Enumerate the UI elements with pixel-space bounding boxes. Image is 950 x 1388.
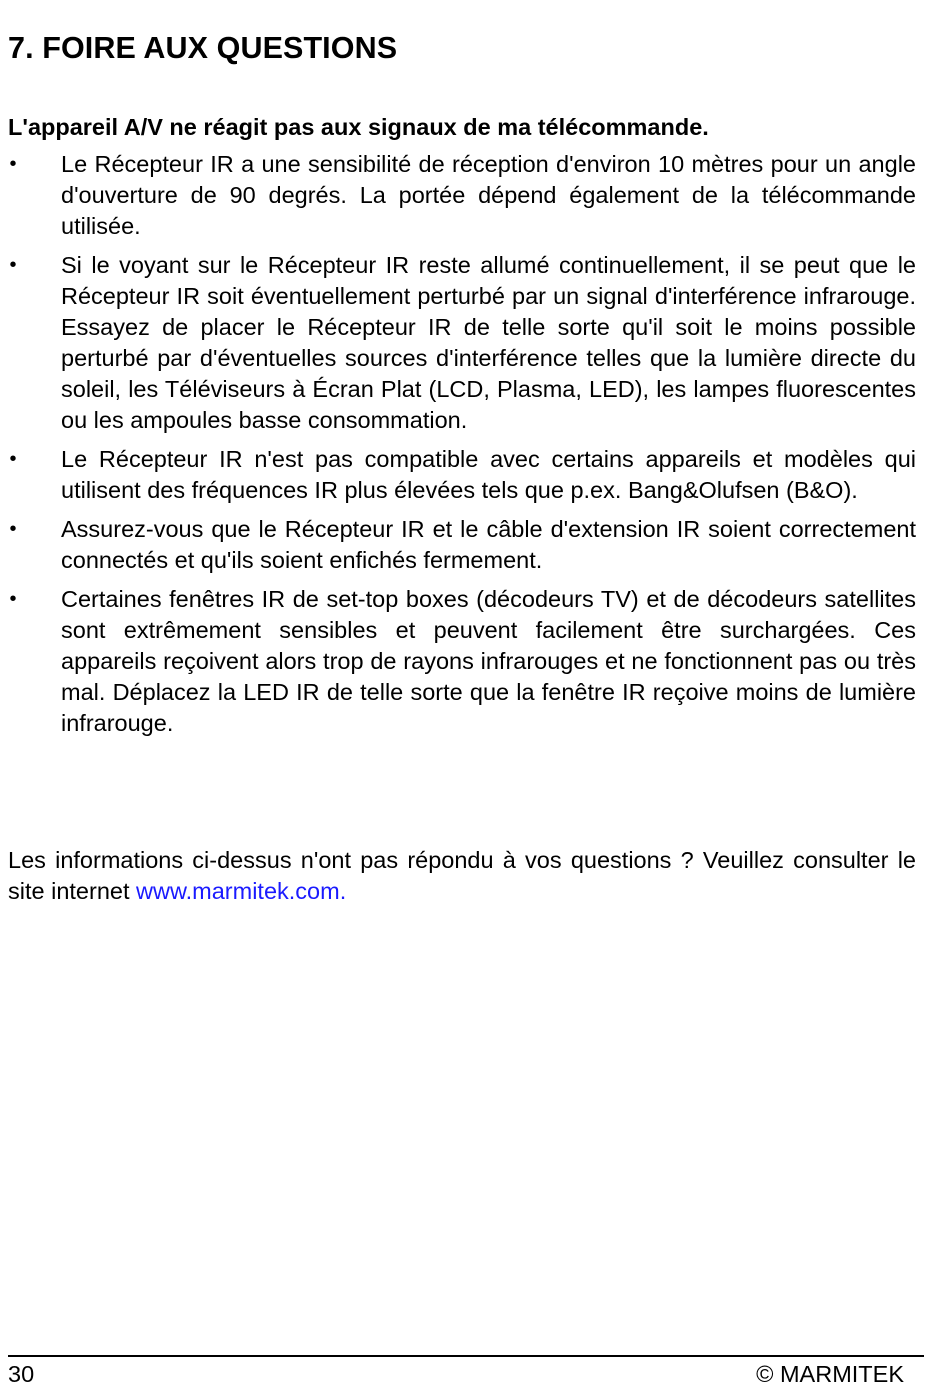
list-item bbox=[0, 149, 916, 242]
answer-text: Le Récepteur IR a une sensibilité de réception d'environ 10 mètres pour un angle d'ouverture de 90 degrés. La portée dépend également de la télécommande utilisée. bbox=[61, 151, 916, 239]
footer-note bbox=[8, 845, 916, 907]
faq-question: L'appareil A/V ne réagit pas aux signaux de ma télécommande. bbox=[8, 114, 709, 140]
faq-answer-list bbox=[0, 149, 916, 747]
answer-text: Si le voyant sur le Récepteur IR reste allumé continuellement, il se peut que le Récepteur IR soit éventuellement perturbé par un signal d'interférence infrarouge. Essayez de placer le Récepteur IR de telle sorte qu'il soit le moins possible perturbé par d'éventuelles sources d'interférence telles que la lumière directe du soleil, les Téléviseurs à Écran Plat (LCD, Plasma, LED), les lampes fluorescentes ou les ampoules basse consommation. bbox=[61, 252, 916, 433]
copyright-text: © MARMITEK bbox=[756, 1361, 904, 1387]
answer-text: Le Récepteur IR n'est pas compatible avec certains appareils et modèles qui utilisent des fréquences IR plus élevées tels que p.ex. Bang&Olufsen (B&O). bbox=[61, 446, 916, 503]
footer-note-text: Les informations ci-dessus n'ont pas répondu à vos questions ? Veuillez consulter le site internet bbox=[8, 847, 916, 904]
page-title: 7. FOIRE AUX QUESTIONS bbox=[8, 31, 398, 65]
list-item bbox=[0, 444, 916, 506]
answer-text: Assurez-vous que le Récepteur IR et le câble d'extension IR soient correctement connectés et qu'ils soient enfichés fermement. bbox=[61, 516, 916, 573]
list-item bbox=[0, 584, 916, 739]
list-item bbox=[0, 250, 916, 436]
bullet-icon: • bbox=[9, 588, 17, 610]
list-item bbox=[0, 514, 916, 576]
bullet-icon: • bbox=[9, 518, 17, 540]
bullet-icon: • bbox=[9, 254, 17, 276]
bullet-icon: • bbox=[9, 153, 17, 175]
website-link[interactable]: www.marmitek.com. bbox=[136, 878, 347, 904]
bullet-icon: • bbox=[9, 448, 17, 470]
answer-text: Certaines fenêtres IR de set-top boxes (décodeurs TV) et de décodeurs satellites sont extrêmement sensibles et peuvent facilement être surchargées. Ces appareils reçoivent alors trop de rayons infrarouges et ne fonctionnent pas ou très mal. Déplacez la LED IR de telle sorte que la fenêtre IR reçoive moins de lumière infrarouge. bbox=[61, 586, 916, 736]
page-number: 30 bbox=[8, 1361, 35, 1387]
footer-divider bbox=[8, 1355, 924, 1357]
